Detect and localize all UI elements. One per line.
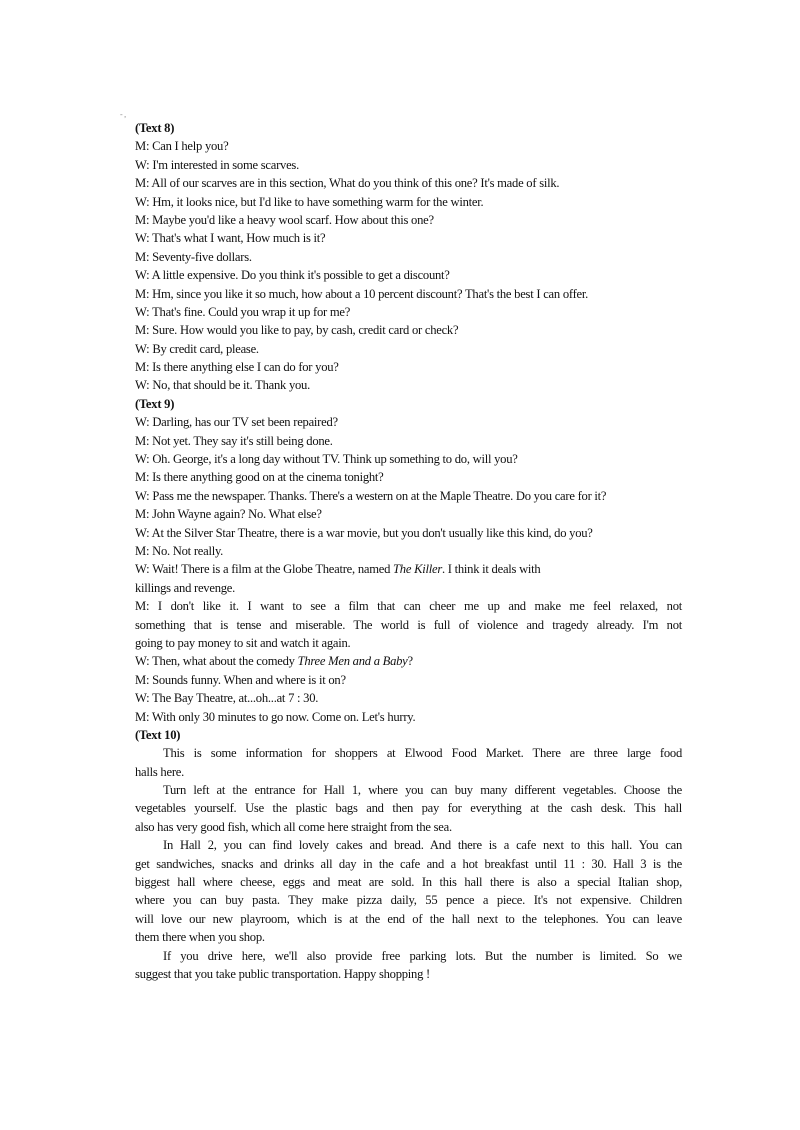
dialogue-line: something that is tense and miserable. The world is full of violence and tragedy already. I'm not <box>135 617 682 632</box>
comedy-line-prefix: W: Then, what about the comedy <box>135 654 298 669</box>
dialogue-line: W: The Bay Theatre, at...oh...at 7 : 30. <box>135 691 319 706</box>
dialogue-line: W: Darling, has our TV set been repaired? <box>135 415 338 430</box>
killer-line-suffix: . I think it deals with <box>441 562 541 577</box>
dialogue-line: M: All of our scarves are in this section, What do you think of this one? It's made of silk. <box>135 176 560 191</box>
dialogue-line: M: Is there anything good on at the cinema tonight? <box>135 470 384 485</box>
paragraph-line: Turn left at the entrance for Hall 1, where you can buy many different vegetables. Choose the <box>163 783 682 798</box>
dialogue-line: M: Seventy-five dollars. <box>135 249 252 264</box>
dialogue-line: W: That's fine. Could you wrap it up for me? <box>135 304 351 319</box>
paragraph-line: If you drive here, we'll also provide free parking lots. But the number is limited. So we <box>163 948 682 963</box>
dialogue-line: W: Pass me the newspaper. Thanks. There's a western on at the Maple Theatre. Do you care for it? <box>135 488 607 503</box>
text10-paragraph-2 <box>135 781 682 818</box>
dialogue-line: M: With only 30 minutes to go now. Come on. Let's hurry. <box>135 709 416 724</box>
text10-paragraph-1 <box>135 744 682 762</box>
text10-paragraph-3 <box>135 836 682 928</box>
dialogue-line: W: Hm, it looks nice, but I'd like to have something warm for the winter. <box>135 194 484 209</box>
paragraph-line: where you can buy pasta. They make pizza daily, 55 pence a piece. It's not expensive. Children <box>135 893 682 908</box>
dialogue-line: W: By credit card, please. <box>135 341 259 356</box>
paragraph-1-last-line: halls here. <box>135 764 185 779</box>
killer-line-prefix: W: Wait! There is a film at the Globe Theatre, named <box>135 562 394 577</box>
paragraph-line: biggest hall where cheese, eggs and meat are sold. In this hall there is also a special Italian shop, <box>135 875 682 890</box>
text9-relax-lines <box>135 597 682 634</box>
dialogue-line: M: Can I help you? <box>135 139 229 154</box>
page-mark: - , <box>120 110 126 119</box>
text9-dialogue-part1 <box>135 413 682 560</box>
text9-dialogue-part2 <box>135 671 682 726</box>
film-title-three-men-and-a-baby: Three Men and a Baby <box>297 654 408 669</box>
paragraph-line: get sandwiches, snacks and drinks all day in the cafe and a hot breakfast until 11 : 30. Hall 3 is the <box>135 856 682 871</box>
dialogue-line: M: Sure. How would you like to pay, by cash, credit card or check? <box>135 323 459 338</box>
dialogue-line: W: I'm interested in some scarves. <box>135 157 299 172</box>
dialogue-line: M: No. Not really. <box>135 543 224 558</box>
dialogue-line-killer-continued: killings and revenge. <box>135 580 236 595</box>
dialogue-line: M: Not yet. They say it's still being done. <box>135 433 333 448</box>
paragraph-3-last-line: them there when you shop. <box>135 930 265 945</box>
paragraph-line: In Hall 2, you can find lovely cakes and bread. And there is a cafe next to this hall. You can <box>163 838 682 853</box>
dialogue-line: W: That's what I want, How much is it? <box>135 231 326 246</box>
transcript-content <box>135 119 682 983</box>
text10-paragraph-4 <box>135 947 682 965</box>
film-title-the-killer: The Killer <box>393 562 442 577</box>
dialogue-line: M: John Wayne again? No. What else? <box>135 507 322 522</box>
paragraph-2-last-line: also has very good fish, which all come here straight from the sea. <box>135 819 452 834</box>
dialogue-line-comedy <box>135 652 682 670</box>
paragraph-4-last-line: suggest that you take public transportation. Happy shopping ! <box>135 966 430 981</box>
paragraph-line: This is some information for shoppers at Elwood Food Market. There are three large food <box>163 746 682 761</box>
text8-heading: (Text 8) <box>135 121 175 135</box>
text9-heading: (Text 9) <box>135 396 175 411</box>
paragraph-line: vegetables yourself. Use the plastic bags and then pay for everything at the cash desk. This hall <box>135 801 682 816</box>
dialogue-line: M: Is there anything else I can do for you? <box>135 360 339 375</box>
dialogue-line: W: At the Silver Star Theatre, there is a war movie, but you don't usually like this kind, do you? <box>135 525 593 540</box>
paragraph-line: will love our new playroom, which is at the end of the hall next to the telephones. You can leave <box>135 911 682 926</box>
dialogue-line: M: Hm, since you like it so much, how about a 10 percent discount? That's the best I can offer. <box>135 286 589 301</box>
dialogue-line: M: Sounds funny. When and where is it on? <box>135 672 346 687</box>
dialogue-line: W: A little expensive. Do you think it's possible to get a discount? <box>135 268 450 283</box>
comedy-line-suffix: ? <box>407 654 413 669</box>
dialogue-line: W: No, that should be it. Thank you. <box>135 378 310 393</box>
dialogue-line: M: I don't like it. I want to see a film that can cheer me up and make me feel relaxed, not <box>135 599 682 614</box>
text10-heading: (Text 10) <box>135 727 181 742</box>
dialogue-line: W: Oh. George, it's a long day without TV. Think up something to do, will you? <box>135 452 518 467</box>
dialogue-line-relax-last: going to pay money to sit and watch it again. <box>135 635 351 650</box>
dialogue-line: M: Maybe you'd like a heavy wool scarf. How about this one? <box>135 212 434 227</box>
dialogue-line-killer <box>135 560 682 578</box>
text8-dialogue <box>135 137 682 394</box>
